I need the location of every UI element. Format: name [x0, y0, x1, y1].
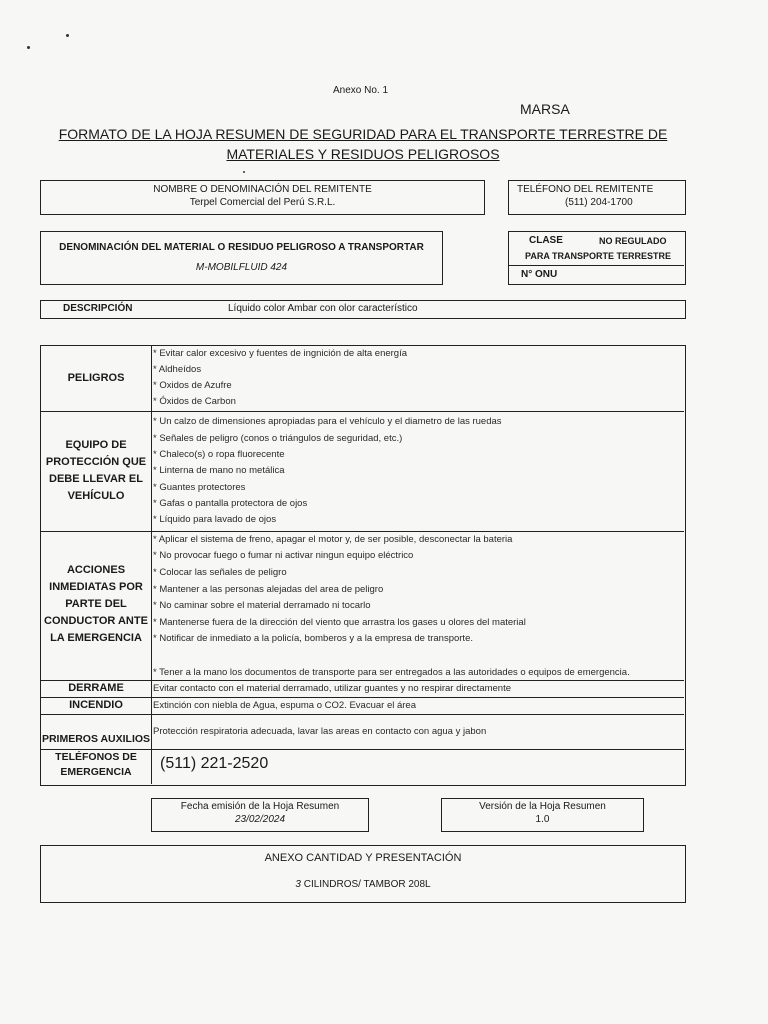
emergency-phone: (511) 221-2520 [160, 755, 269, 772]
acciones-label-line: CONDUCTOR ANTE [44, 615, 148, 627]
list-item: * Chaleco(s) o ropa fluorecente [153, 449, 285, 460]
sender-name-box [40, 180, 485, 215]
list-item: * Mantener a las personas alejadas del area de peligro [153, 584, 384, 595]
list-item: * No caminar sobre el material derramado ni tocarlo [153, 600, 371, 611]
description-value: Líquido color Ambar con olor característico [228, 303, 418, 314]
scan-speck [27, 46, 30, 49]
version-box [441, 798, 644, 832]
version-value: 1.0 [535, 814, 550, 825]
list-item: * Óxidos de Carbon [153, 396, 236, 407]
list-item: * Oxidos de Azufre [153, 380, 232, 391]
material-label: DENOMINACIÓN DEL MATERIAL O RESIDUO PELIGROSO A TRANSPORTAR [59, 242, 424, 253]
list-item: * Aplicar el sistema de freno, apagar el motor y, de ser posible, desconectar la bateria [153, 534, 513, 545]
list-item: * Tener a la mano los documentos de transporte para ser entregados a las autoridades o equipos de emergencia. [153, 667, 630, 678]
page-title-line1: FORMATO DE LA HOJA RESUMEN DE SEGURIDAD PARA EL TRANSPORTE TERRESTRE DE [58, 126, 668, 142]
list-item: * Aldheídos [153, 364, 202, 375]
equipo-label-line: VEHÍCULO [67, 490, 125, 502]
sender-name-value: Terpel Comercial del Perú S.R.L. [189, 197, 336, 208]
scan-speck [66, 34, 69, 37]
list-item: * Guantes protectores [153, 482, 246, 493]
equipo-label [42, 437, 150, 505]
material-box [40, 231, 443, 285]
auxilios-value: Protección respiratoria adecuada, lavar las areas en contacto con agua y jabon [153, 726, 487, 737]
issue-date-label: Fecha emisión de la Hoja Resumen [180, 801, 340, 812]
anexo-label: ANEXO CANTIDAD Y PRESENTACIÓN [264, 852, 462, 864]
anexo-content [41, 879, 685, 890]
derrame-value: Evitar contacto con el material derramado, utilizar guantes y no respirar directamente [153, 683, 512, 694]
description-box [40, 300, 686, 319]
peligros-label: PELIGROS [67, 372, 125, 384]
list-item: * Evitar calor excesivo y fuentes de ingnición de alta energía [153, 348, 408, 359]
list-item: * Gafas o pantalla protectora de ojos [153, 498, 308, 509]
page-title-line2: MATERIALES Y RESIDUOS PELIGROSOS [226, 146, 500, 162]
anexo-box [40, 845, 686, 903]
issue-date-value: 23/02/2024 [234, 814, 286, 825]
equipo-label-line: PROTECCIÓN QUE [45, 456, 147, 468]
company-name: MARSA [520, 101, 570, 117]
list-item: * No provocar fuego o fumar ni activar ningun equipo eléctrico [153, 550, 414, 561]
version-label: Versión de la Hoja Resumen [479, 801, 606, 812]
derrame-label: DERRAME [68, 682, 124, 694]
list-item: * Linterna de mano no metálica [153, 465, 285, 476]
class-note: PARA TRANSPORTE TERRESTRE [525, 251, 672, 261]
anexo-value: CILINDROS/ TAMBOR 208L [303, 879, 431, 890]
list-item: * Señales de peligro (conos o triángulos de seguridad, etc.) [153, 433, 403, 444]
sender-phone-value: (511) 204-1700 [565, 197, 633, 208]
sender-name-label: NOMBRE O DENOMINACIÓN DEL REMITENTE [153, 184, 372, 195]
acciones-label-line: INMEDIATAS POR [49, 581, 143, 593]
acciones-label-line: ACCIONES [66, 564, 126, 576]
list-item: * Un calzo de dimensiones apropiadas para el vehículo y el diametro de las ruedas [153, 416, 502, 427]
list-item: * Notificar de inmediato a la policía, bomberos y a la empresa de transporte. [153, 633, 473, 644]
class-box [508, 231, 686, 285]
auxilios-label: PRIMEROS AUXILIOS [41, 733, 151, 745]
acciones-label-line: LA EMERGENCIA [50, 632, 142, 644]
telefonos-label-line: TELÉFONOS DE [55, 751, 137, 763]
scan-speck [243, 171, 245, 173]
material-value: M-MOBILFLUID 424 [195, 262, 288, 273]
list-item: * Colocar las señales de peligro [153, 567, 287, 578]
issue-date-box [151, 798, 369, 832]
list-item: * Mantenerse fuera de la dirección del viento que arrastra los gases u olores del material [153, 617, 526, 628]
equipo-label-line: DEBE LLEVAR EL [49, 473, 143, 485]
annex-number: Anexo No. 1 [333, 85, 389, 96]
anexo-quantity: 3 [295, 879, 301, 890]
sender-phone-box [508, 180, 686, 215]
telefonos-label [42, 750, 150, 780]
incendio-value: Extinción con niebla de Agua, espuma o CO2. Evacuar el área [153, 700, 416, 711]
acciones-label-line: PARTE DEL [65, 598, 127, 610]
class-label: CLASE [529, 235, 563, 246]
acciones-label [42, 562, 150, 647]
sender-phone-label: TELÉFONO DEL REMITENTE [517, 184, 654, 195]
onu-label: N° ONU [521, 269, 558, 280]
telefonos-label-line: EMERGENCIA [60, 766, 132, 778]
incendio-label: INCENDIO [69, 699, 123, 711]
page-title [40, 124, 686, 164]
list-item: * Líquido para lavado de ojos [153, 514, 277, 525]
class-value: NO REGULADO [599, 236, 667, 246]
description-label: DESCRIPCIÓN [63, 303, 133, 314]
equipo-label-line: EQUIPO DE [65, 439, 127, 451]
